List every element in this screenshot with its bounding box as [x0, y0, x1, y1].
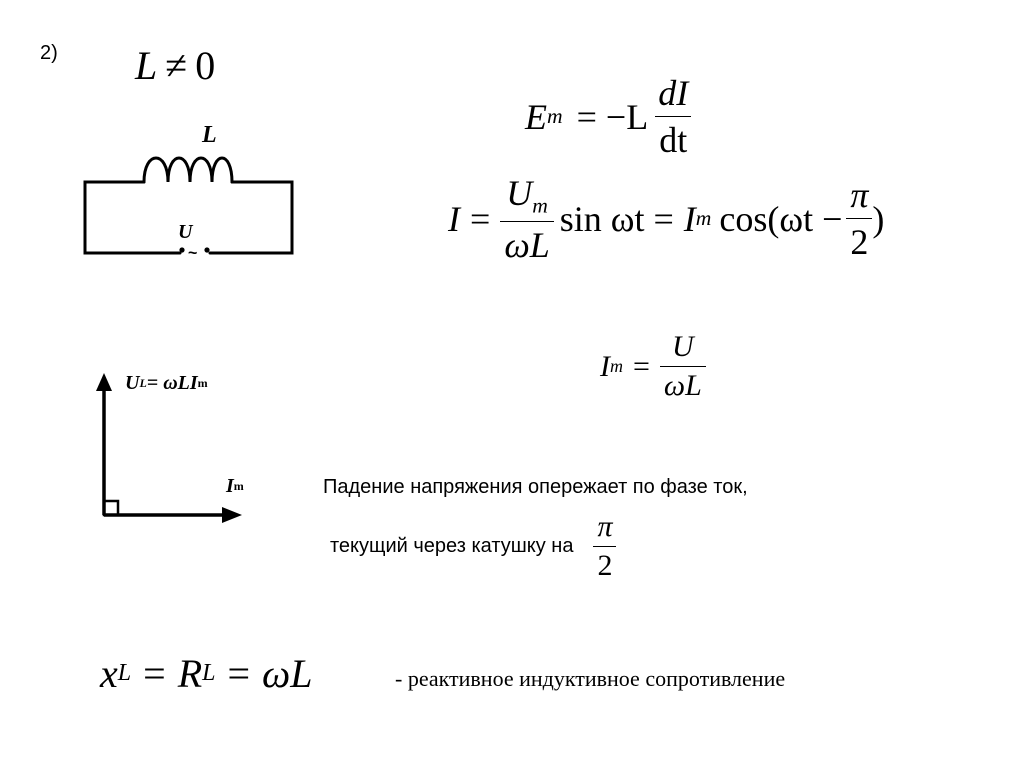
phase-text-line1: Падение напряжения опережает по фазе ток,: [323, 476, 748, 498]
reactance-description: - реактивное индуктивное сопротивление: [395, 666, 786, 691]
source-symbol: ~: [188, 245, 198, 262]
phase-text-pi-den: 2: [593, 546, 616, 583]
emf-equals: = −L: [576, 96, 649, 137]
reactance-x-sub: L: [117, 660, 132, 686]
phase-text-line2-label: текущий через катушку на: [330, 535, 574, 557]
current-eq-numerator: U: [506, 173, 533, 213]
reactance-r-sub: L: [202, 660, 216, 686]
circuit-wire-right: [210, 182, 292, 253]
emf-fraction: [654, 72, 692, 161]
condition-rhs: 0: [195, 43, 216, 88]
inductor-label: L: [202, 122, 217, 148]
current-eq-pi-fraction: [846, 174, 872, 263]
current-eq-im: I: [683, 198, 696, 239]
emf-lhs: E: [525, 96, 547, 137]
voltage-phasor-subscript: L: [139, 376, 147, 390]
amplitude-numerator: U: [672, 330, 694, 363]
current-eq-pi-den: 2: [846, 218, 872, 263]
phase-text-pi-num: π: [597, 510, 613, 543]
reactance-formula: [100, 650, 313, 697]
amplitude-lhs-sub: m: [610, 356, 623, 376]
current-phasor-subscript: m: [233, 479, 244, 493]
condition-op: ≠: [165, 43, 188, 88]
current-eq-close-paren: ): [872, 198, 885, 239]
voltage-phasor-symbol: U: [125, 372, 140, 394]
current-eq-pi-num: π: [850, 175, 869, 216]
amplitude-equals: =: [633, 349, 650, 383]
amplitude-denominator: ωL: [660, 366, 706, 403]
phase-text-pi-fraction: [593, 510, 616, 583]
source-terminal-right: [204, 247, 209, 252]
reactance-r: R: [177, 651, 203, 696]
right-angle-mark: [104, 501, 118, 515]
current-eq-cos: cos(ωt −: [719, 198, 843, 239]
voltage-phasor-label: [125, 372, 208, 395]
condition-formula: [135, 42, 215, 89]
voltage-arrowhead: [96, 373, 112, 391]
emf-lhs-subscript: m: [547, 104, 563, 128]
emf-numerator: dI: [658, 73, 689, 113]
source-label: U: [178, 221, 193, 243]
current-eq-lhs: I: [448, 198, 460, 239]
item-label: 2): [40, 42, 58, 64]
current-eq-equals: =: [470, 198, 491, 239]
current-eq-denominator: ωL: [500, 221, 553, 266]
current-phasor-symbol: I: [226, 475, 234, 497]
amplitude-fraction: [660, 330, 706, 403]
current-eq-fraction: [500, 172, 553, 266]
source-terminal-left: [179, 247, 184, 252]
circuit-wire-left: [85, 182, 180, 253]
reactance-rhs: ωL: [262, 651, 313, 696]
current-eq-numerator-sub: m: [532, 193, 548, 218]
reactance-eq2: =: [227, 651, 251, 696]
current-eq-im-sub: m: [695, 206, 712, 231]
inductor-coil: [144, 158, 232, 182]
voltage-phasor-expression: = ωLI: [146, 372, 198, 394]
current-equation: [448, 172, 884, 266]
emf-equation: [525, 72, 692, 161]
reactance-eq1: =: [143, 651, 166, 696]
amplitude-lhs: I: [600, 349, 610, 383]
current-arrowhead: [222, 507, 242, 523]
reactance-x: x: [100, 651, 118, 696]
condition-lhs: L: [135, 43, 158, 88]
current-phasor-label: [226, 475, 244, 498]
amplitude-equation: [600, 330, 706, 403]
phase-text-line2: [330, 510, 617, 583]
voltage-phasor-expression-subscript: m: [197, 376, 208, 390]
emf-denominator: dt: [655, 116, 691, 161]
circuit-diagram: [70, 110, 310, 270]
current-eq-sin: sin ωt =: [559, 198, 674, 239]
